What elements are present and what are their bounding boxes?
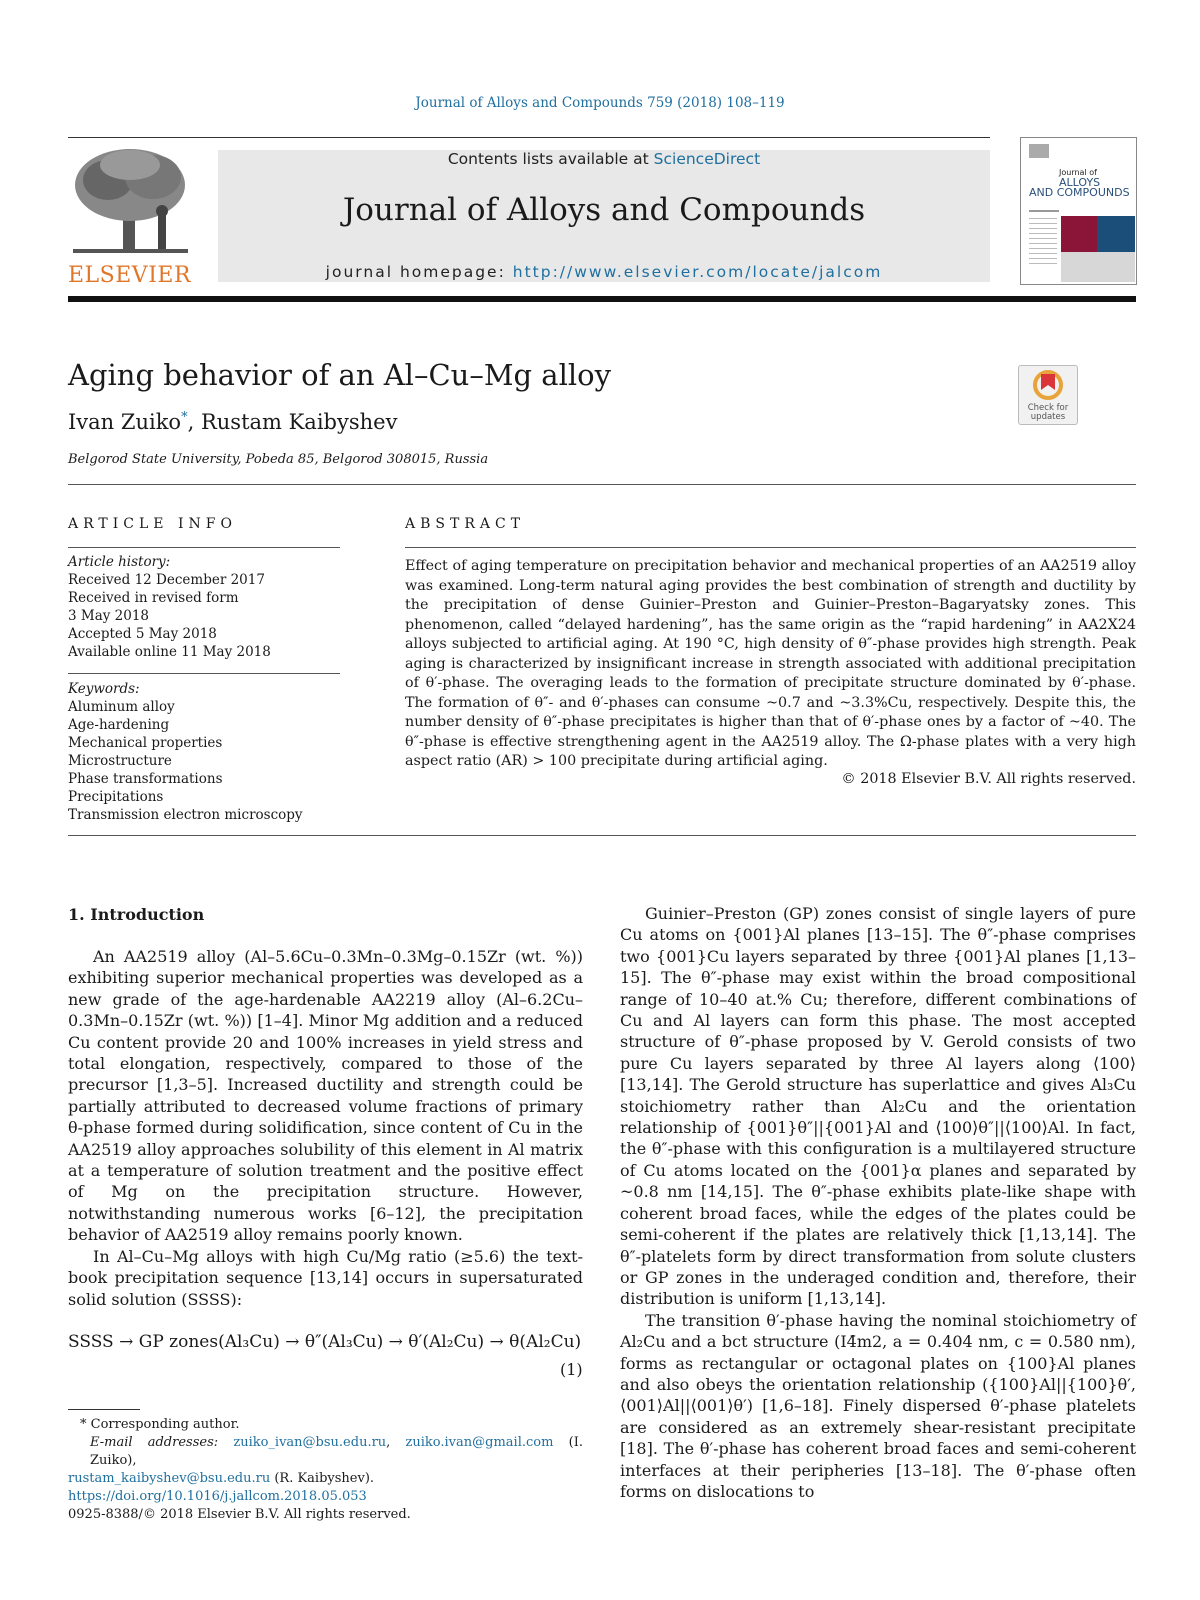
- cover-gray-block: [1061, 252, 1135, 282]
- journal-banner: [218, 150, 990, 282]
- keywords-rule: [68, 673, 340, 674]
- intro-paragraph-2: In Al–Cu–Mg alloys with high Cu/Mg ratio (≥5.6) the text-book precipitation sequence [13,14] occurs in supersaturated solid solution (SSSS):: [68, 1246, 583, 1309]
- header-rule: [68, 137, 990, 138]
- footnote: [68, 1416, 583, 1488]
- crossmark-icon: [1019, 366, 1077, 400]
- article-title: Aging behavior of an Al–Cu–Mg alloy: [68, 358, 611, 392]
- email-addresses: E-mail addresses: zuiko_ivan@bsu.edu.ru, zuiko.ivan@gmail.com (I. Zuiko),: [90, 1435, 583, 1468]
- keywords-label: Keywords:: [68, 681, 140, 697]
- history-accepted: Accepted 5 May 2018: [68, 626, 217, 642]
- email-label: E-mail addresses:: [90, 1435, 234, 1450]
- corresponding-author-note: * Corresponding author.: [80, 1417, 240, 1432]
- elsevier-logo[interactable]: [68, 145, 193, 288]
- journal-cover-thumbnail[interactable]: [1020, 137, 1137, 285]
- homepage-line: [218, 263, 990, 281]
- email-owner-2: (R. Kaibyshev).: [270, 1471, 375, 1486]
- email-link-2[interactable]: zuiko.ivan@gmail.com: [405, 1435, 554, 1450]
- history-revised: Received in revised form: [68, 590, 239, 606]
- contents-line: [218, 150, 990, 168]
- intro-left-column: [68, 946, 583, 1310]
- history-revised-date: 3 May 2018: [68, 608, 150, 624]
- keyword-item: Phase transformations: [68, 771, 223, 787]
- keyword-item: Precipitations: [68, 789, 164, 805]
- email-owner-1: (I. Zuiko),: [90, 1435, 583, 1468]
- intro-right-column: [620, 903, 1136, 1502]
- equation-1: SSSS → GP zones(Al₃Cu) → θ″(Al₃Cu) → θ′(Al₂Cu) → θ(Al₂Cu): [68, 1332, 582, 1352]
- journal-citation[interactable]: Journal of Alloys and Compounds 759 (2018) 108–119: [415, 95, 785, 111]
- cover-red-block: [1061, 216, 1097, 252]
- check-for-updates-button[interactable]: [1018, 365, 1078, 425]
- intro-paragraph-4: The transition θ′-phase having the nominal stoichiometry of Al₂Cu and a bct structure (I4̄m2, a = 0.404 nm, c = 0.580 nm), forms as rectangular or octagonal plates on {100}Al planes and also obeys the orientation relationship ({100}Al||{100}θ′, ⟨001⟩Al||⟨001⟩θ′) [1,6–18]. Finely dispersed θ′-phase platelets are considered as an extremely shear-resistant precipitate [18]. The θ′-phase has coherent broad faces and semi-coherent interfaces at their peripheries [13–18]. The θ′-phase often forms on dislocations to: [620, 1310, 1136, 1501]
- issn-line: 0925-8388/© 2018 Elsevier B.V. All rights reserved.: [68, 1507, 411, 1522]
- abstract-rule: [405, 547, 1136, 548]
- keyword-item: Aluminum alloy: [68, 699, 175, 715]
- abstract-text: Effect of aging temperature on precipitation behavior and mechanical properties of an AA2519 alloy was examined. Long-term natural aging provides the best combination of strength and ductility by the precipitation of dense Guinier–Preston and Guinier–Preston–Bagaryatsky zones. This phenomenon, called “delayed hardening”, has the same origin as the “rapid hardening” in AA2X24 alloys subjected to artificial aging. At 190 °C, high density of θ″-phase provides high strength. Peak aging is characterized by insignificant increase in strength associated with additional precipitation of θ′-phase. The overaging leads to the formation of precipitate structure dominated by θ′-phase. The formation of θ″- and θ′-phases can consume ~0.7 and ~3.3%Cu, respectively. Despite this, the number density of θ″-phase precipitates is higher than that of θ′-phase ones by a factor of ~40. The θ″-phase is effective strengthening agent in the AA2519 alloy. The Ω-phase plates with a very high aspect ratio (AR) > 100 precipitate during artificial aging.: [405, 558, 1136, 769]
- author-separator: ,: [187, 410, 201, 434]
- crossmark-label: Check for updates: [1027, 403, 1069, 422]
- keyword-item: Mechanical properties: [68, 735, 223, 751]
- article-history: [68, 553, 340, 661]
- keyword-item: Microstructure: [68, 753, 172, 769]
- article-info-rule: [68, 547, 340, 548]
- history-label: Article history:: [68, 554, 171, 570]
- doi-link[interactable]: https://doi.org/10.1016/j.jallcom.2018.05.053: [68, 1489, 367, 1504]
- author-1[interactable]: Ivan Zuiko: [68, 410, 182, 434]
- email-link-1[interactable]: zuiko_ivan@bsu.edu.ru: [233, 1435, 387, 1450]
- intro-paragraph-3: Guinier–Preston (GP) zones consist of single layers of pure Cu atoms on {001}Al planes [13–15]. The θ″-phase comprises two {001}Cu layers separated by three {001}Al planes [1,13–15]. The θ″-phase may exist within the broad compositional range of 10–40 at.% Cu; therefore, different combinations of Cu and Al layers can form this phase. The most accepted structure of θ″-phase proposed by V. Gerold consists of two pure Cu layers separated by three Al layers along ⟨100⟩ [13,14]. The Gerold structure has superlattice and gives Al₃Cu stoichiometry rather than Al₂Cu and the orientation relationship of {001}θ″||{001}Al and ⟨100⟩θ″||⟨100⟩Al. In fact, the θ″-phase with this configuration is a multilayered structure of Cu atoms located on the {001}α planes and separated by ~0.8 nm [14,15]. The θ″-phase exhibits plate-like shape with coherent broad faces, while the edges of the plates could be semi-coherent if the plates are relatively thick [1,13,14]. The θ″-platelets form by direct transformation from solute clusters or GP zones in the underaged condition and, therefore, their distribution is uniform [1,13,14].: [620, 904, 1136, 1309]
- homepage-link[interactable]: http://www.elsevier.com/locate/jalcom: [512, 263, 883, 281]
- keywords: [68, 680, 340, 824]
- sciencedirect-link[interactable]: ScienceDirect: [653, 150, 761, 168]
- cover-logo-icon: [1029, 144, 1049, 158]
- article-info-heading: ARTICLE INFO: [68, 516, 237, 532]
- email-link-3[interactable]: rustam_kaibyshev@bsu.edu.ru: [68, 1471, 271, 1486]
- author-2[interactable]: Rustam Kaibyshev: [200, 410, 398, 434]
- doi-block: [68, 1488, 411, 1524]
- cover-title: Journal of ALLOYS AND COMPOUNDS: [1029, 168, 1130, 199]
- elsevier-tree-icon: [68, 145, 193, 257]
- history-online: Available online 11 May 2018: [68, 644, 271, 660]
- keyword-item: Transmission electron microscopy: [68, 807, 303, 823]
- section-heading-introduction: 1. Introduction: [68, 905, 205, 924]
- masthead-rule: [68, 296, 1136, 302]
- homepage-prefix: journal homepage:: [325, 263, 513, 281]
- abstract-copyright: © 2018 Elsevier B.V. All rights reserved.: [841, 771, 1136, 787]
- affiliation: Belgorod State University, Pobeda 85, Belgorod 308015, Russia: [68, 452, 489, 467]
- intro-paragraph-1: An AA2519 alloy (Al–5.6Cu–0.3Mn–0.3Mg–0.15Zr (wt. %)) exhibiting superior mechanical properties was developed as a new grade of the age-hardenable AA2219 alloy (Al–6.2Cu–0.3Mn–0.15Zr (wt. %)) [1–4]. Minor Mg addition and a reduced Cu content provide 20 and 100% increases in yield stress and total elongation, respectively, compared to those of the precursor [1,3–5]. Increased ductility and strength could be partially attributed to decreased volume fractions of primary θ-phase formed during solidification, since content of Cu in the AA2519 alloy approaches solubility of this element in Al matrix at a temperature of solution treatment and the positive effect of Mg on the precipitation structure. However, notwithstanding numerous works [6–12], the precipitation behavior of AA2519 alloy remains poorly known.: [68, 947, 583, 1245]
- cover-text-lines: [1029, 218, 1057, 268]
- author-list: [68, 410, 397, 434]
- abstract-heading: ABSTRACT: [405, 516, 526, 532]
- publisher-name: ELSEVIER: [68, 263, 192, 288]
- contents-prefix: Contents lists available at: [447, 150, 654, 168]
- journal-name: Journal of Alloys and Compounds: [342, 192, 866, 228]
- keyword-item: Age-hardening: [68, 717, 170, 733]
- equation-number: (1): [560, 1360, 583, 1379]
- footnote-rule: [68, 1409, 140, 1410]
- cover-blue-block: [1097, 216, 1135, 252]
- corresponding-author-mark[interactable]: *: [181, 410, 188, 425]
- abstract-bottom-rule: [68, 835, 1136, 836]
- title-rule: [68, 484, 1136, 485]
- history-received: Received 12 December 2017: [68, 572, 265, 588]
